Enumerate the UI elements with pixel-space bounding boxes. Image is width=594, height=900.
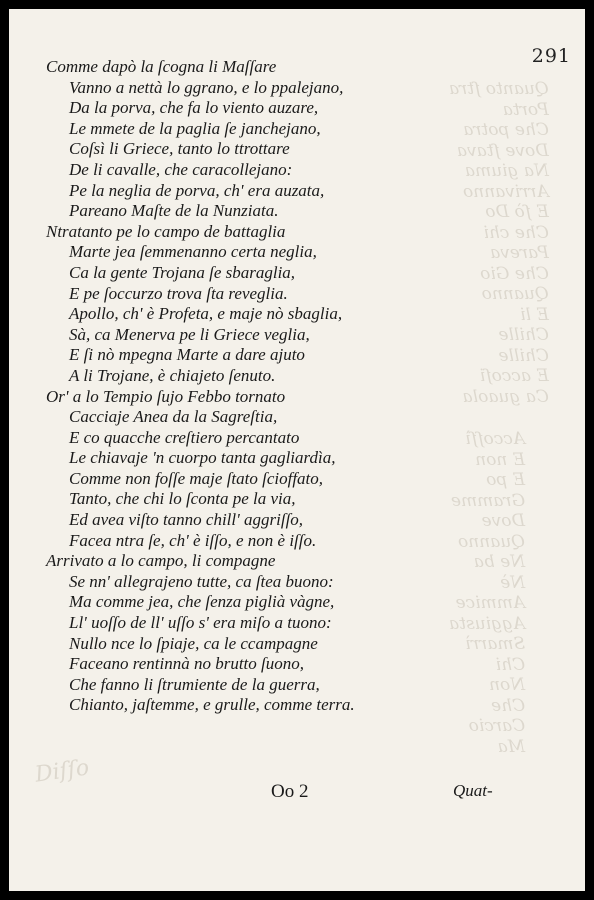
poem-line: Le chiavaje 'n cuorpo tanta gagliardìa,	[69, 448, 336, 468]
poem-text	[9, 57, 585, 716]
poem-line: Ntratanto pe lo campo de battaglia	[46, 221, 286, 241]
poem-line: E ſi nò mpegna Marte a dare ajuto	[69, 345, 305, 365]
show-through-text-lower: Accoſſì E non E po Gramme Dove Quanno Ne ba Nè Ammice Aggiusta Smarrì Chi Non Che Carcio Ma	[449, 429, 526, 757]
page-number: 291	[531, 45, 571, 67]
page-footer	[9, 781, 585, 803]
poem-line: Ma comme jea, che ſenza piglià vàgne,	[69, 592, 335, 612]
poem-line: Le mmete de la paglia ſe janchejano,	[69, 118, 321, 138]
poem-line: Da la porva, che fa lo viento auzare,	[69, 98, 319, 118]
poem-line: Nullo nce lo ſpiaje, ca le ccampagne	[69, 633, 318, 653]
poem-line: A li Trojane, è chiajeto ſenuto.	[69, 365, 276, 385]
poem-line: E pe ſoccurzo trova ſta reveglia.	[69, 283, 288, 303]
catchword: Quat-	[453, 781, 493, 800]
poem-line: Pe la neglia de porva, ch' era auzata,	[69, 180, 325, 200]
poem-line: Faceano rentinnà no brutto ſuono,	[69, 654, 304, 674]
poem-line: Arrivato a lo campo, li compagne	[46, 551, 276, 571]
poem-line: Ca la gente Trojana ſe sbaraglia,	[69, 262, 296, 282]
poem-line: Vanno a nettà lo ggrano, e lo ppalejano,	[69, 77, 344, 97]
poem-line: Se nn' allegrajeno tutte, ca ſtea buono:	[69, 571, 334, 591]
poem-line: Tanto, che chi lo ſconta pe la via,	[69, 489, 296, 509]
poem-line: Marte jea ſemmenanno certa neglia,	[69, 242, 317, 262]
poem-line: E co quacche creſtiero percantato	[69, 427, 300, 447]
poem-line: Coſsì li Griece, tanto lo ttrottare	[69, 139, 290, 159]
poem-line: Ed avea viſto tanno chill' aggriſſo,	[69, 510, 304, 530]
poem-line: Cacciaje Anea da la Sagreſtia,	[69, 407, 278, 427]
poem-line: Facea ntra ſe, ch' è iſſo, e non è iſſo.	[69, 530, 317, 550]
poem-line: Ll' uoſſo de ll' uſſo s' era miſo a tuono:	[69, 613, 332, 633]
margin-mark: Diſſo	[33, 755, 91, 788]
book-page	[9, 9, 585, 891]
poem-line: De li cavalle, che caracollejano:	[69, 159, 293, 179]
poem-line: Pareano Maſte de la Nunziata.	[69, 201, 279, 221]
poem-line: Or' a lo Tempio ſujo Febbo tornato	[46, 386, 286, 406]
poem-line: Apollo, ch' è Profeta, e maje nò sbaglia,	[69, 304, 343, 324]
poem-line: Chianto, jaſtemme, e grulle, comme terra.	[69, 695, 355, 715]
poem-line: Comme non foſſe maje ſtato ſcioffato,	[69, 468, 324, 488]
poem-line: Sà, ca Menerva pe li Griece veglia,	[69, 324, 310, 344]
poem-line: Comme dapò la ſcogna li Maſſare	[46, 57, 277, 76]
poem-line: Che fanno li ſtrumiente de la guerra,	[69, 674, 320, 694]
signature-mark: Oo 2	[271, 781, 309, 802]
show-through-text: Quanto ſtra Porta Che potra Dove ſtava Na giuma Arrivanno E ſò Do Che chi Pareva Che Gio Quanno E li Chille Chille E accoſi Ca guaola	[449, 79, 549, 407]
